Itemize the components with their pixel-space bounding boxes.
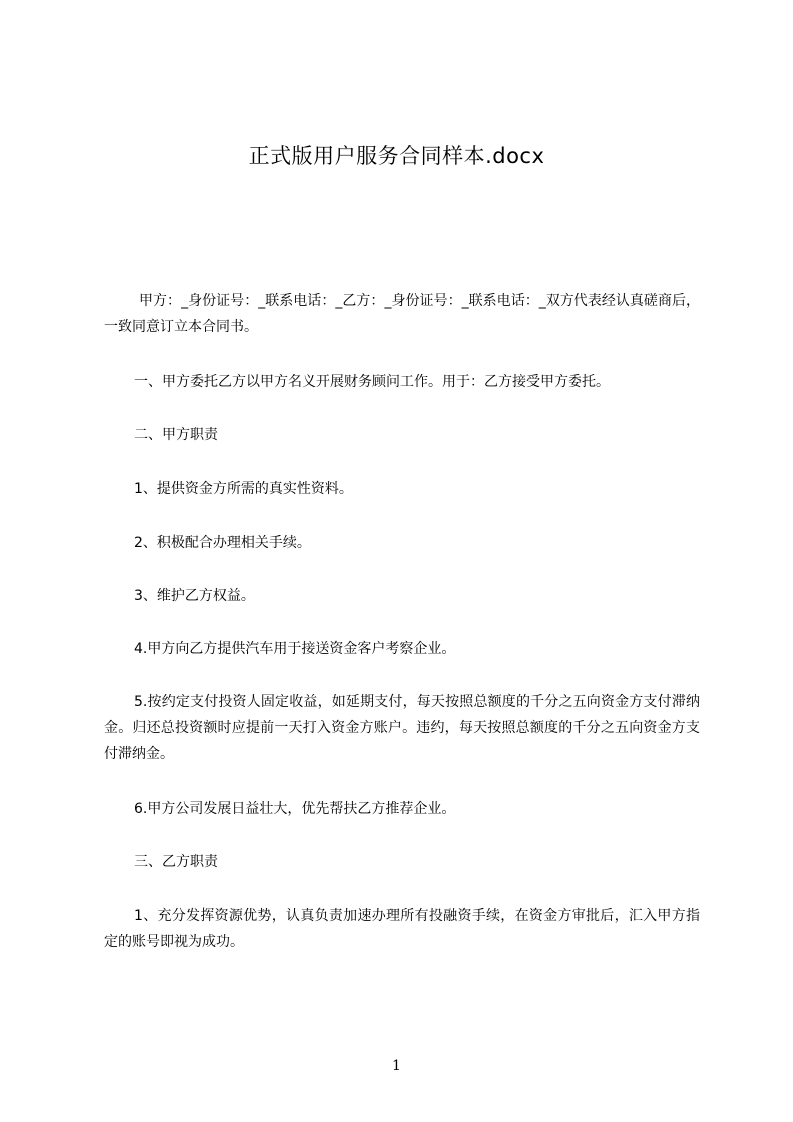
party-a-duty-2: 2、积极配合办理相关手续。 bbox=[134, 535, 311, 551]
page-number: 1 bbox=[392, 1058, 401, 1074]
party-a-duty-4: 4.甲方向乙方提供汽车用于接送资金客户考察企业。 bbox=[134, 641, 456, 657]
paragraph-parties: 甲方：_身份证号：_联系电话：_乙方：_身份证号：_联系电话：_双方代表经认真磋商后，一致同意订立本合同书。 bbox=[104, 293, 700, 335]
party-a-duty-6: 6.甲方公司发展日益壮大，优先帮扶乙方推荐企业。 bbox=[134, 801, 456, 817]
heading-party-b-duties: 三、乙方职责 bbox=[134, 854, 218, 870]
heading-party-a-duties: 二、甲方职责 bbox=[134, 427, 218, 443]
party-a-duty-1: 1、提供资金方所需的真实性资料。 bbox=[134, 481, 353, 497]
document-title: 正式版用户服务合同样本.docx bbox=[248, 144, 545, 168]
party-a-duty-5: 5.按约定支付投资人固定收益，如延期支付，每天按照总额度的千分之五向资金方支付滞纳金。归还总投资额时应提前一天打入资金方账户。违约，每天按照总额度的千分之五向资金方支付滞纳金。 bbox=[104, 694, 700, 762]
party-b-duty-1: 1、充分发挥资源优势，认真负责加速办理所有投融资手续，在资金方审批后，汇入甲方指定的账号即视为成功。 bbox=[104, 908, 700, 950]
paragraph-clause-1: 一、甲方委托乙方以甲方名义开展财务顾问工作。用于：乙方接受甲方委托。 bbox=[134, 374, 610, 390]
party-a-duty-3: 3、维护乙方权益。 bbox=[134, 588, 255, 604]
